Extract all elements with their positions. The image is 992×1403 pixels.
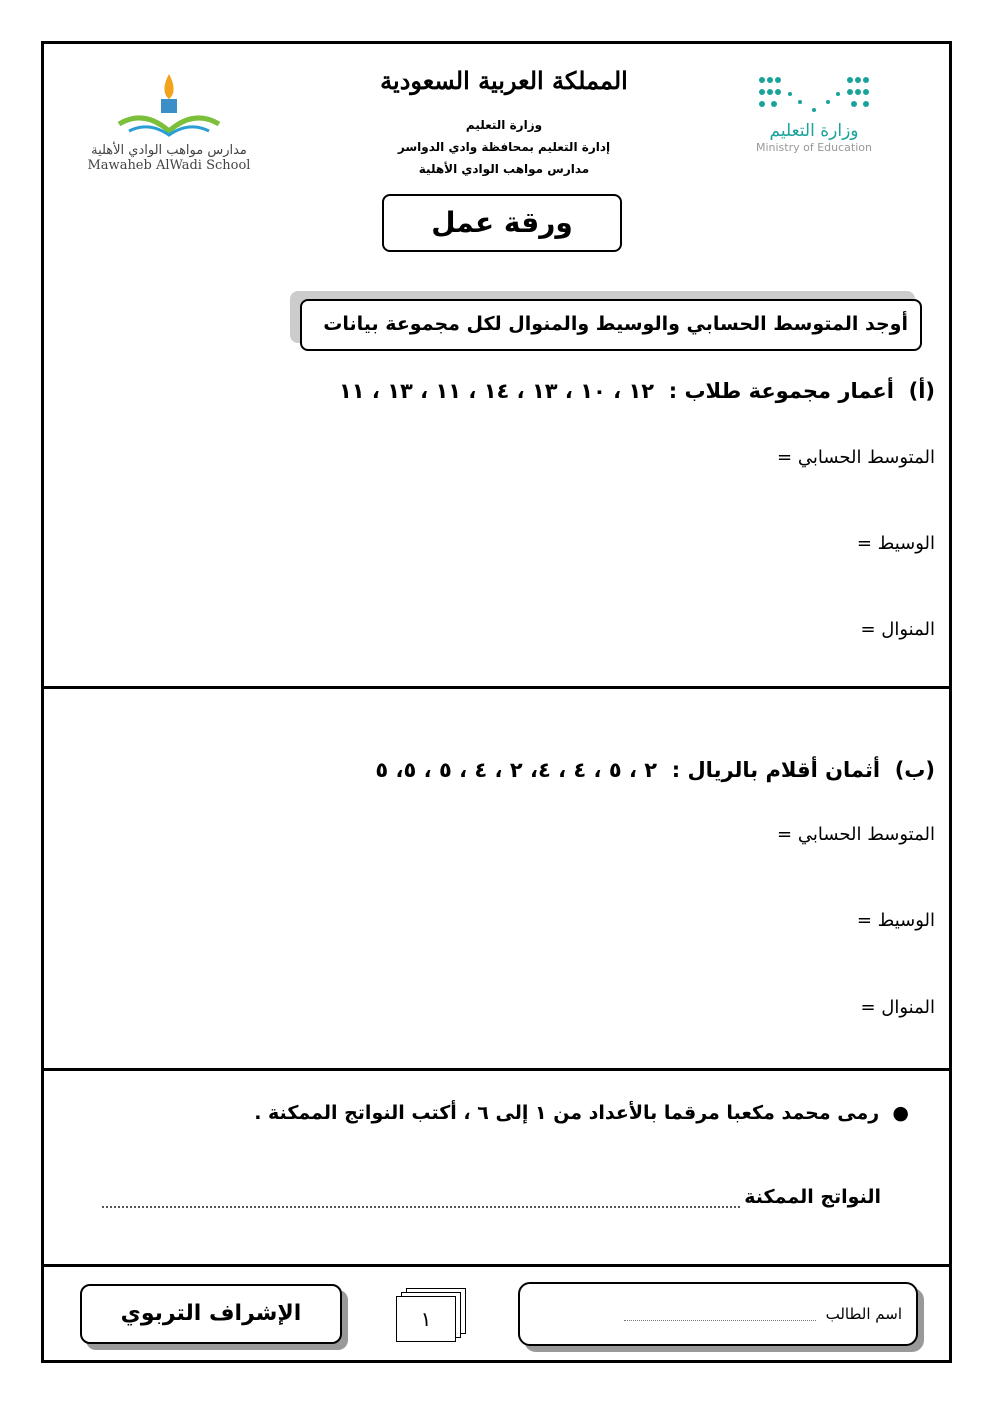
- worksheet-title: ورقة عمل: [382, 194, 622, 252]
- part-a-label: (أ): [908, 379, 935, 403]
- directorate-text: إدارة التعليم بمحافظة وادي الدواسر: [397, 140, 611, 154]
- moe-logo: [724, 72, 904, 154]
- moe-logo-en: Ministry of Education: [755, 141, 872, 154]
- moe-dots-icon: [754, 72, 874, 117]
- page-number: ١: [396, 1296, 456, 1342]
- part-b-mode: المنوال =: [860, 997, 935, 1018]
- part-a-values: ١٢ ، ١٠ ، ١٣ ، ١٤ ، ١١ ، ١٣ ، ١١: [338, 379, 655, 403]
- divider: [44, 1264, 949, 1267]
- school-logo: [64, 69, 274, 173]
- part-a-question: [339, 379, 935, 403]
- part-c-question: [254, 1102, 909, 1124]
- school-logo-en: Mawaheb AlWadi School: [87, 158, 251, 173]
- kingdom-calligraphy: المملكة العربية السعودية: [380, 66, 628, 95]
- divider: [44, 1068, 949, 1071]
- page-number-stack: [396, 1288, 468, 1342]
- answer-line[interactable]: [102, 1206, 740, 1208]
- student-name-line[interactable]: [624, 1307, 816, 1321]
- book-flame-icon: [114, 69, 224, 139]
- school-text: مدارس مواهب الوادي الأهلية: [418, 162, 590, 176]
- supervision-box: الإشراف التربوي: [80, 1284, 342, 1344]
- ministry-text: وزارة التعليم: [465, 118, 543, 132]
- part-a-mode: المنوال =: [860, 619, 935, 640]
- part-b-median: الوسيط =: [856, 910, 935, 931]
- part-a-mean: المتوسط الحسابي =: [777, 447, 935, 468]
- answer-label: النواتج الممكنة: [744, 1186, 881, 1208]
- page-frame: [41, 41, 952, 1363]
- student-name-label: اسم الطالب: [825, 1305, 902, 1323]
- part-b-text: أثمان أقلام بالريال :: [671, 758, 881, 782]
- header-center: [344, 66, 664, 176]
- part-b-mean: المتوسط الحسابي =: [777, 824, 935, 845]
- part-b-question: [375, 758, 935, 782]
- instruction-box: أوجد المتوسط الحسابي والوسيط والمنوال لكل مجموعة بيانات: [300, 299, 922, 351]
- student-name-field[interactable]: [518, 1282, 918, 1346]
- part-a-median: الوسيط =: [856, 533, 935, 554]
- part-c-text: رمى محمد مكعبا مرقما بالأعداد من ١ إلى ٦ ، أكتب النواتج الممكنة .: [254, 1102, 880, 1124]
- bullet-icon: ●: [879, 1102, 909, 1124]
- divider: [44, 686, 949, 689]
- part-a-text: أعمار مجموعة طلاب :: [668, 379, 894, 403]
- school-logo-ar: مدارس مواهب الوادي الأهلية: [91, 143, 247, 158]
- part-b-values: ٢ ، ٥ ، ٤ ، ٤، ٢ ، ٤ ، ٥ ، ٥، ٥: [375, 758, 658, 782]
- part-b-label: (ب): [894, 758, 935, 782]
- moe-logo-ar: وزارة التعليم: [769, 121, 859, 141]
